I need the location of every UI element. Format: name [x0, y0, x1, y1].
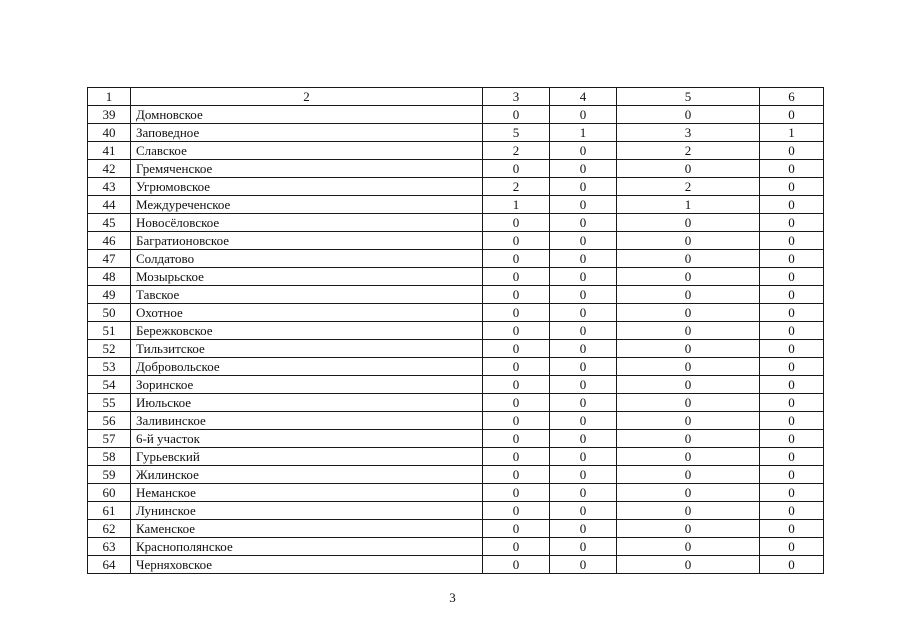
col-6-cell: 0 — [760, 286, 824, 304]
col-6-cell: 0 — [760, 322, 824, 340]
col-3-cell: 1 — [483, 196, 550, 214]
header-cell-2: 2 — [131, 88, 483, 106]
row-number-cell: 60 — [88, 484, 131, 502]
col-5-cell: 0 — [617, 250, 760, 268]
col-5-cell: 0 — [617, 394, 760, 412]
col-4-cell: 0 — [550, 376, 617, 394]
settlement-name-cell: Междуреченское — [131, 196, 483, 214]
table-row — [88, 214, 824, 232]
table-row — [88, 106, 824, 124]
col-3-cell: 0 — [483, 394, 550, 412]
settlement-name-cell: 6-й участок — [131, 430, 483, 448]
col-4-cell: 0 — [550, 430, 617, 448]
col-3-cell: 0 — [483, 232, 550, 250]
col-6-cell: 0 — [760, 268, 824, 286]
col-5-cell: 0 — [617, 358, 760, 376]
settlement-name-cell: Домновское — [131, 106, 483, 124]
col-4-cell: 0 — [550, 556, 617, 574]
row-number-cell: 57 — [88, 430, 131, 448]
col-4-cell: 0 — [550, 466, 617, 484]
table-row — [88, 232, 824, 250]
table-row — [88, 286, 824, 304]
col-6-cell: 0 — [760, 196, 824, 214]
col-6-cell: 0 — [760, 412, 824, 430]
col-6-cell: 0 — [760, 160, 824, 178]
settlement-name-cell: Жилинское — [131, 466, 483, 484]
col-4-cell: 0 — [550, 394, 617, 412]
col-4-cell: 0 — [550, 322, 617, 340]
settlement-name-cell: Охотное — [131, 304, 483, 322]
col-4-cell: 0 — [550, 484, 617, 502]
col-4-cell: 0 — [550, 448, 617, 466]
settlement-name-cell: Заповедное — [131, 124, 483, 142]
col-3-cell: 5 — [483, 124, 550, 142]
row-number-cell: 54 — [88, 376, 131, 394]
col-4-cell: 0 — [550, 160, 617, 178]
col-6-cell: 0 — [760, 250, 824, 268]
settlement-name-cell: Славское — [131, 142, 483, 160]
col-6-cell: 0 — [760, 142, 824, 160]
row-number-cell: 46 — [88, 232, 131, 250]
header-cell-1: 1 — [88, 88, 131, 106]
table-row — [88, 484, 824, 502]
settlement-name-cell: Угрюмовское — [131, 178, 483, 196]
col-5-cell: 0 — [617, 214, 760, 232]
row-number-cell: 50 — [88, 304, 131, 322]
col-5-cell: 3 — [617, 124, 760, 142]
table-row — [88, 394, 824, 412]
col-4-cell: 0 — [550, 106, 617, 124]
col-4-cell: 0 — [550, 304, 617, 322]
col-5-cell: 2 — [617, 142, 760, 160]
row-number-cell: 61 — [88, 502, 131, 520]
col-4-cell: 0 — [550, 196, 617, 214]
col-5-cell: 0 — [617, 160, 760, 178]
col-3-cell: 0 — [483, 160, 550, 178]
settlement-name-cell: Каменское — [131, 520, 483, 538]
table-row — [88, 412, 824, 430]
table-row — [88, 160, 824, 178]
col-4-cell: 1 — [550, 124, 617, 142]
table-row — [88, 304, 824, 322]
col-6-cell: 0 — [760, 394, 824, 412]
settlement-name-cell: Гурьевский — [131, 448, 483, 466]
row-number-cell: 52 — [88, 340, 131, 358]
row-number-cell: 56 — [88, 412, 131, 430]
col-3-cell: 0 — [483, 484, 550, 502]
table-row — [88, 358, 824, 376]
col-3-cell: 2 — [483, 178, 550, 196]
table-row — [88, 196, 824, 214]
col-6-cell: 0 — [760, 538, 824, 556]
row-number-cell: 49 — [88, 286, 131, 304]
table-row — [88, 340, 824, 358]
row-number-cell: 48 — [88, 268, 131, 286]
header-cell-6: 6 — [760, 88, 824, 106]
col-3-cell: 0 — [483, 520, 550, 538]
col-3-cell: 0 — [483, 106, 550, 124]
col-4-cell: 0 — [550, 250, 617, 268]
table-row — [88, 376, 824, 394]
settlement-name-cell: Гремяченское — [131, 160, 483, 178]
col-4-cell: 0 — [550, 214, 617, 232]
col-4-cell: 0 — [550, 232, 617, 250]
col-3-cell: 0 — [483, 412, 550, 430]
col-6-cell: 0 — [760, 304, 824, 322]
table-row — [88, 142, 824, 160]
col-3-cell: 0 — [483, 466, 550, 484]
settlement-name-cell: Черняховское — [131, 556, 483, 574]
col-6-cell: 0 — [760, 430, 824, 448]
col-3-cell: 2 — [483, 142, 550, 160]
table-row — [88, 448, 824, 466]
table-header-row — [88, 88, 824, 106]
col-4-cell: 0 — [550, 358, 617, 376]
settlement-name-cell: Багратионовское — [131, 232, 483, 250]
row-number-cell: 63 — [88, 538, 131, 556]
col-5-cell: 0 — [617, 484, 760, 502]
col-6-cell: 0 — [760, 502, 824, 520]
col-5-cell: 0 — [617, 556, 760, 574]
col-4-cell: 0 — [550, 286, 617, 304]
table-row — [88, 430, 824, 448]
col-6-cell: 0 — [760, 178, 824, 196]
row-number-cell: 51 — [88, 322, 131, 340]
col-3-cell: 0 — [483, 448, 550, 466]
col-6-cell: 0 — [760, 520, 824, 538]
col-4-cell: 0 — [550, 520, 617, 538]
settlement-name-cell: Неманское — [131, 484, 483, 502]
col-5-cell: 0 — [617, 412, 760, 430]
col-6-cell: 1 — [760, 124, 824, 142]
table-row — [88, 322, 824, 340]
col-4-cell: 0 — [550, 340, 617, 358]
col-5-cell: 0 — [617, 520, 760, 538]
settlement-name-cell: Тильзитское — [131, 340, 483, 358]
settlement-name-cell: Тавское — [131, 286, 483, 304]
col-3-cell: 0 — [483, 502, 550, 520]
col-6-cell: 0 — [760, 358, 824, 376]
row-number-cell: 42 — [88, 160, 131, 178]
col-5-cell: 0 — [617, 502, 760, 520]
col-3-cell: 0 — [483, 358, 550, 376]
row-number-cell: 44 — [88, 196, 131, 214]
col-5-cell: 0 — [617, 376, 760, 394]
page-number: 3 — [449, 590, 456, 605]
col-3-cell: 0 — [483, 286, 550, 304]
row-number-cell: 45 — [88, 214, 131, 232]
row-number-cell: 40 — [88, 124, 131, 142]
col-5-cell: 0 — [617, 340, 760, 358]
header-cell-5: 5 — [617, 88, 760, 106]
col-3-cell: 0 — [483, 214, 550, 232]
row-number-cell: 58 — [88, 448, 131, 466]
header-cell-3: 3 — [483, 88, 550, 106]
row-number-cell: 55 — [88, 394, 131, 412]
col-3-cell: 0 — [483, 376, 550, 394]
settlement-name-cell: Краснополянское — [131, 538, 483, 556]
table-row — [88, 178, 824, 196]
col-4-cell: 0 — [550, 178, 617, 196]
row-number-cell: 47 — [88, 250, 131, 268]
col-3-cell: 0 — [483, 268, 550, 286]
col-4-cell: 0 — [550, 502, 617, 520]
row-number-cell: 53 — [88, 358, 131, 376]
row-number-cell: 41 — [88, 142, 131, 160]
col-5-cell: 0 — [617, 538, 760, 556]
col-5-cell: 0 — [617, 268, 760, 286]
col-4-cell: 0 — [550, 538, 617, 556]
settlement-name-cell: Добровольское — [131, 358, 483, 376]
col-3-cell: 0 — [483, 556, 550, 574]
table-body — [88, 88, 824, 574]
row-number-cell: 62 — [88, 520, 131, 538]
table-row — [88, 466, 824, 484]
table-row — [88, 268, 824, 286]
col-5-cell: 1 — [617, 196, 760, 214]
col-6-cell: 0 — [760, 484, 824, 502]
col-3-cell: 0 — [483, 538, 550, 556]
settlement-name-cell: Зоринское — [131, 376, 483, 394]
col-5-cell: 0 — [617, 286, 760, 304]
col-5-cell: 0 — [617, 430, 760, 448]
col-6-cell: 0 — [760, 232, 824, 250]
settlement-name-cell: Бережковское — [131, 322, 483, 340]
col-6-cell: 0 — [760, 466, 824, 484]
table-row — [88, 556, 824, 574]
settlement-name-cell: Июльское — [131, 394, 483, 412]
col-3-cell: 0 — [483, 304, 550, 322]
col-6-cell: 0 — [760, 106, 824, 124]
settlement-name-cell: Мозырьское — [131, 268, 483, 286]
col-4-cell: 0 — [550, 268, 617, 286]
col-3-cell: 0 — [483, 340, 550, 358]
table-row — [88, 124, 824, 142]
settlement-name-cell: Солдатово — [131, 250, 483, 268]
header-cell-4: 4 — [550, 88, 617, 106]
col-6-cell: 0 — [760, 376, 824, 394]
table-row — [88, 538, 824, 556]
row-number-cell: 59 — [88, 466, 131, 484]
settlement-name-cell: Лунинское — [131, 502, 483, 520]
col-4-cell: 0 — [550, 412, 617, 430]
col-3-cell: 0 — [483, 430, 550, 448]
data-table — [87, 87, 824, 574]
row-number-cell: 64 — [88, 556, 131, 574]
col-6-cell: 0 — [760, 556, 824, 574]
settlement-name-cell: Заливинское — [131, 412, 483, 430]
table-row — [88, 520, 824, 538]
col-5-cell: 0 — [617, 106, 760, 124]
row-number-cell: 39 — [88, 106, 131, 124]
col-5-cell: 0 — [617, 322, 760, 340]
table-row — [88, 502, 824, 520]
col-5-cell: 0 — [617, 466, 760, 484]
col-6-cell: 0 — [760, 340, 824, 358]
col-6-cell: 0 — [760, 214, 824, 232]
col-3-cell: 0 — [483, 250, 550, 268]
settlement-name-cell: Новосёловское — [131, 214, 483, 232]
col-6-cell: 0 — [760, 448, 824, 466]
row-number-cell: 43 — [88, 178, 131, 196]
col-5-cell: 2 — [617, 178, 760, 196]
col-5-cell: 0 — [617, 304, 760, 322]
col-5-cell: 0 — [617, 232, 760, 250]
col-4-cell: 0 — [550, 142, 617, 160]
col-5-cell: 0 — [617, 448, 760, 466]
table-row — [88, 250, 824, 268]
col-3-cell: 0 — [483, 322, 550, 340]
